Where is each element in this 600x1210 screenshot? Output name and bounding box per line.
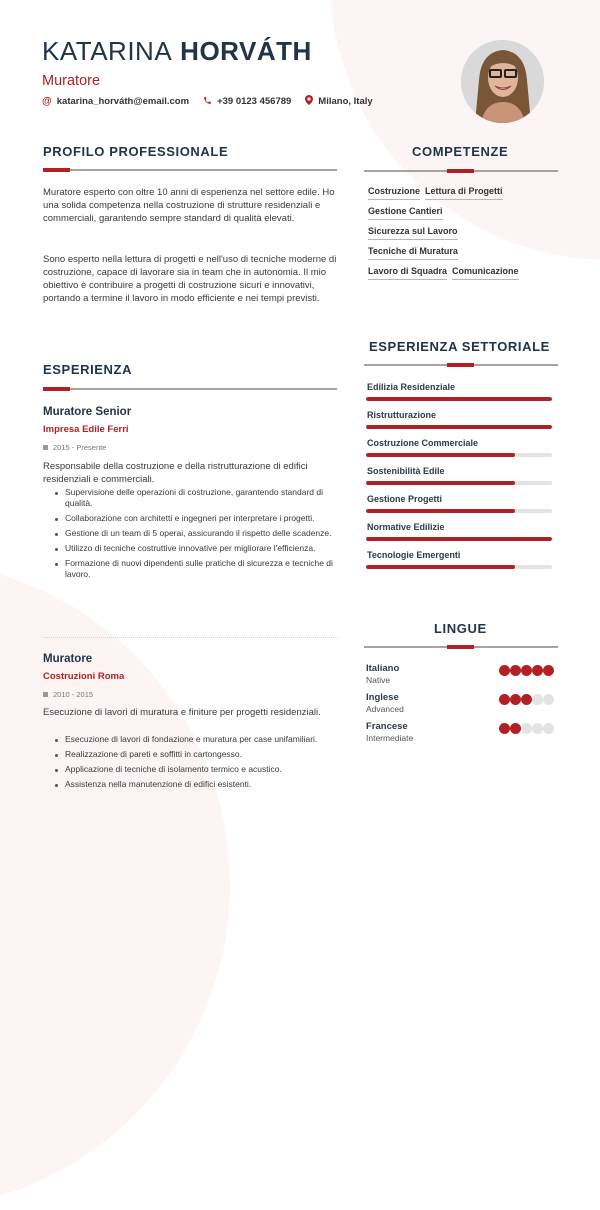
rule-accent — [447, 363, 474, 367]
skill-tag: Lettura di Progetti — [425, 186, 503, 200]
rating-dot-empty — [532, 723, 543, 734]
candidate-name — [42, 36, 312, 67]
industry-label: Costruzione Commerciale — [367, 438, 479, 448]
profile-rule — [43, 169, 337, 171]
job-2-dates-text: 2010 - 2015 — [53, 690, 94, 699]
bullet-item: Utilizzo di tecniche costruttive innovative per migliorare l'efficienza. — [53, 543, 343, 554]
language-level: Intermediate — [366, 733, 414, 743]
profile-paragraph: Sono esperto nella lettura di progetti e nell'uso di tecniche moderne di costruzione, capace di lavorare sia in team che in autonomia. Il mio obiettivo è contribuire a progetti di costruzione sicuri e innovativi, portando a termine il lavoro in modo efficiente e nei tempi previsti. — [43, 254, 337, 304]
skills-rule — [364, 170, 558, 172]
contact-email[interactable] — [42, 96, 189, 107]
skill-row — [368, 266, 568, 280]
job-1-title: Muratore Senior — [43, 406, 132, 418]
rating-dot-filled — [510, 694, 521, 705]
first-name: KATARINA — [42, 36, 173, 66]
industry-rule — [364, 364, 558, 366]
industry-item — [366, 550, 552, 578]
industry-label: Gestione Progetti — [367, 494, 443, 504]
profile-paragraph: Muratore esperto con oltre 10 anni di esperienza nel settore edile. Ho una solida competenza nella costruzione di strutture residenziali e commerciali, garantendo sempre standard di qualità elevati. — [43, 187, 335, 224]
skill-row — [368, 246, 568, 260]
rating-dot-filled — [499, 665, 510, 676]
skill-tag: Sicurezza sul Lavoro — [368, 226, 458, 240]
phone-text: +39 0123 456789 — [217, 96, 292, 107]
skill-tag: Tecniche di Muratura — [368, 246, 458, 260]
job-2-bullets — [53, 734, 343, 794]
location-text: Milano, Italy — [318, 96, 373, 107]
language-level: Advanced — [366, 704, 404, 714]
job-1-bullets — [53, 487, 343, 584]
rating-dot-filled — [521, 665, 532, 676]
email-text: katarina_horváth@email.com — [56, 96, 190, 107]
contact-bar — [42, 95, 387, 108]
industry-bar-fill — [366, 509, 515, 513]
skills-list — [368, 186, 568, 286]
contact-location — [305, 95, 372, 108]
skill-tag: Lavoro di Squadra — [368, 266, 447, 280]
languages-rule — [364, 646, 558, 648]
contact-phone[interactable] — [203, 96, 291, 108]
language-rating — [499, 694, 554, 705]
rating-dot-filled — [521, 694, 532, 705]
language-item — [366, 721, 554, 750]
industry-heading: ESPERIENZA SETTORIALE — [369, 339, 550, 354]
rating-dot-empty — [543, 723, 554, 734]
language-name: Francese — [366, 721, 408, 732]
calendar-icon — [43, 445, 48, 450]
experience-heading: ESPERIENZA — [43, 362, 133, 377]
industry-item — [366, 466, 552, 494]
rating-dot-empty — [521, 723, 532, 734]
phone-icon — [203, 96, 212, 108]
industry-bar-fill — [366, 425, 552, 429]
industry-bar-fill — [366, 397, 552, 401]
bullet-item: Formazione di nuovi dipendenti sulle pratiche di sicurezza e tecniche di lavoro. — [53, 558, 343, 580]
industry-item — [366, 410, 552, 438]
language-name: Italiano — [366, 663, 400, 674]
industry-bar-track — [366, 565, 552, 569]
profile-heading: PROFILO PROFESSIONALE — [43, 144, 229, 159]
rule-accent — [43, 387, 70, 391]
location-pin-icon — [305, 95, 313, 108]
industry-bar-fill — [366, 537, 552, 541]
rule-accent — [43, 168, 70, 172]
job-2-description: Esecuzione di lavori di muratura e finiture per progetti residenziali. — [43, 707, 321, 718]
languages-list — [366, 663, 554, 750]
rating-dot-filled — [532, 665, 543, 676]
industry-label: Edilizia Residenziale — [367, 382, 456, 392]
industry-bar-track — [366, 481, 552, 485]
skills-heading: COMPETENZE — [412, 144, 509, 159]
language-item — [366, 692, 554, 721]
bullet-item: Esecuzione di lavori di fondazione e muratura per case unifamiliari. — [53, 734, 343, 745]
bullet-item: Assistenza nella manutenzione di edifici esistenti. — [53, 779, 343, 790]
job-1-company: Impresa Edile Ferri — [43, 424, 129, 435]
rule-accent — [447, 169, 474, 173]
language-name: Inglese — [366, 692, 399, 703]
rating-dot-filled — [543, 665, 554, 676]
rating-dot-filled — [510, 723, 521, 734]
industry-bar-track — [366, 509, 552, 513]
skill-row — [368, 226, 568, 240]
job-2-dates — [43, 690, 93, 699]
job-title: Muratore — [42, 73, 101, 89]
languages-heading: LINGUE — [434, 621, 487, 636]
language-level: Native — [366, 675, 391, 685]
bullet-item: Collaborazione con architetti e ingegneri per interpretare i progetti. — [53, 513, 343, 524]
industry-bars — [366, 382, 552, 578]
rating-dot-filled — [499, 694, 510, 705]
industry-bar-fill — [366, 565, 515, 569]
industry-item — [366, 382, 552, 410]
experience-rule — [43, 388, 337, 390]
industry-item — [366, 438, 552, 466]
rating-dot-empty — [543, 694, 554, 705]
industry-bar-track — [366, 537, 552, 541]
rating-dot-empty — [532, 694, 543, 705]
industry-bar-track — [366, 453, 552, 457]
industry-bar-track — [366, 425, 552, 429]
skill-tag: Gestione Cantieri — [368, 206, 443, 220]
industry-bar-fill — [366, 453, 515, 457]
job-2-company: Costruzioni Roma — [43, 671, 125, 682]
job-1-description: Responsabile della costruzione e della ristrutturazione di edifici residenziali e commerciali. — [43, 461, 308, 485]
skill-row — [368, 186, 568, 200]
rating-dot-filled — [510, 665, 521, 676]
last-name: HORVÁTH — [180, 36, 312, 66]
profile-photo — [461, 40, 544, 123]
industry-label: Ristrutturazione — [367, 410, 437, 420]
calendar-icon — [43, 692, 48, 697]
skill-tag: Comunicazione — [452, 266, 519, 280]
industry-item — [366, 522, 552, 550]
industry-label: Normative Edilizie — [367, 522, 445, 532]
language-item — [366, 663, 554, 692]
industry-bar-track — [366, 397, 552, 401]
language-rating — [499, 665, 554, 676]
job-1-dates — [43, 443, 106, 452]
job-2-title: Muratore — [43, 653, 93, 665]
bullet-item: Supervisione delle operazioni di costruzione, garantendo standard di qualità. — [53, 487, 343, 509]
bullet-item: Realizzazione di pareti e soffitti in cartongesso. — [53, 749, 343, 760]
language-rating — [499, 723, 554, 734]
at-icon: @ — [42, 96, 52, 107]
industry-label: Tecnologie Emergenti — [367, 550, 461, 560]
skill-tag: Costruzione — [368, 186, 420, 200]
bullet-item: Gestione di un team di 5 operai, assicurando il rispetto delle scadenze. — [53, 528, 343, 539]
job-1-dates-text: 2015 - Presente — [53, 443, 107, 452]
bullet-item: Applicazione di tecniche di isolamento termico e acustico. — [53, 764, 343, 775]
industry-item — [366, 494, 552, 522]
skill-row — [368, 206, 568, 220]
industry-bar-fill — [366, 481, 515, 485]
job-divider — [43, 637, 338, 638]
industry-label: Sostenibilità Edile — [367, 466, 445, 476]
rule-accent — [447, 645, 474, 649]
rating-dot-filled — [499, 723, 510, 734]
